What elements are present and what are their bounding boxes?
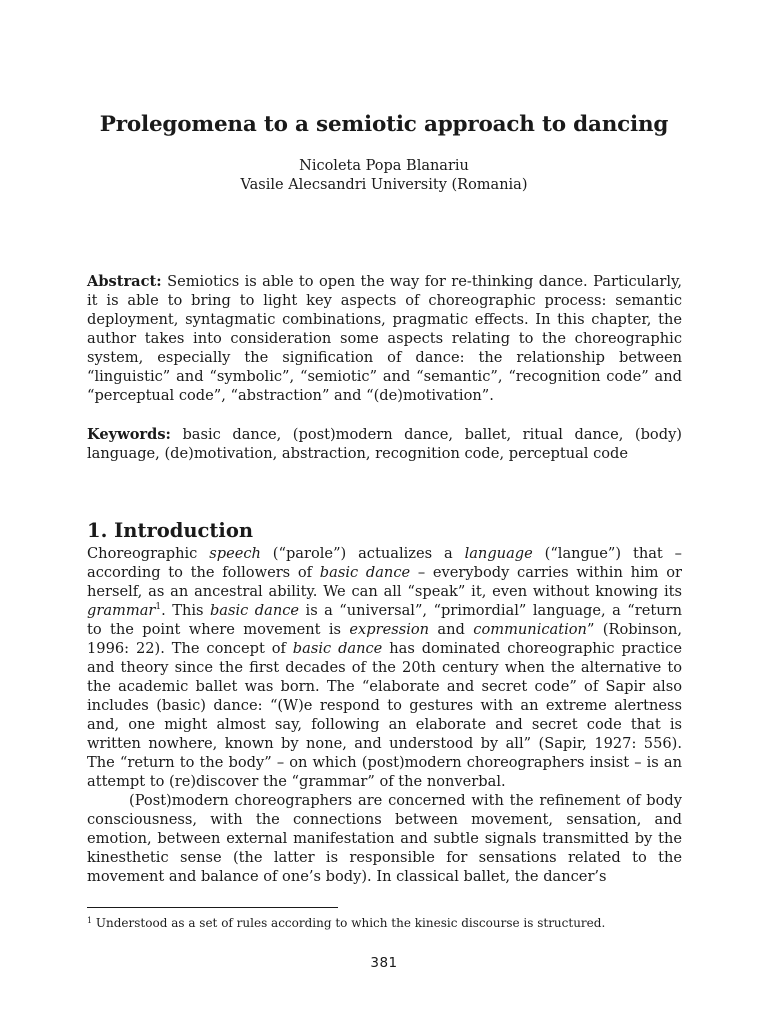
author-affiliation: Vasile Alecsandri University (Romania)	[240, 177, 528, 193]
keywords-label: Keywords:	[87, 426, 171, 443]
abstract-text: Semiotics is able to open the way for re-thinking dance. Particularly, it is able to bring to light key aspects of choreographic process: semantic deployment, syntagmatic combinations, pragmatic effects. In this chapter, the author takes into consideration some aspects relating to the choreographic system, especially the signification of dance: the relationship between “linguistic” and “symbolic”, “semiotic” and “semantic”, “recognition code” and “perceptual code”, “abstraction” and “(de)motivation”.	[87, 273, 683, 404]
introduction-body	[87, 544, 682, 886]
paper-title: Prolegomena to a semiotic approach to dancing	[99, 112, 669, 137]
intro-paragraph-1: Choreographic speech (“parole”) actualizes a language (“langue”) that – according to the followers of basic dance – everybody carries within him or herself, as an ancestral ability. We can all “speak” it, even without knowing its grammar$^1$. This basic dance is a “universal”, “primordial” language, a “return to the point where movement is expression and communication” (Robinson, 1996: 22). The concept of basic dance has dominated choreographic practice and theory since the first decades of the 20th century when the alternative to the academic ballet was born. The “elaborate and secret code” of Sapir also includes (basic) dance: “(W)e respond to gestures with an extreme alertness and, one might almost say, following an elaborate and secret code that is written nowhere, known by none, and understood by all” (Sapir, 1927: 556). The “return to the body” – on which (post)modern choreographers insist – is an attempt to (re)discover the “grammar” of the nonverbal.	[87, 545, 682, 790]
footnote-text: Understood as a set of rules according to which the kinesic discourse is structured.	[92, 916, 606, 930]
keywords-paragraph	[87, 425, 682, 463]
intro-paragraph-2: (Post)modern choreographers are concerned with the refinement of body consciousness, with the connections between movement, sensation, and emotion, between external manifestation and subtle signals transmitted by the kinesthetic sense (the latter is responsible for sensations related to the movement and balance of one’s body). In classical ballet, the dancer’s	[87, 792, 682, 885]
footnote-separator	[87, 907, 338, 908]
page-number: 381	[370, 955, 398, 971]
abstract-label: Abstract:	[87, 273, 162, 290]
abstract-paragraph	[87, 272, 682, 405]
footnote	[87, 916, 682, 931]
keywords-text: basic dance, (post)modern dance, ballet, ritual dance, (body) language, (de)motivation, abstraction, recognition code, perceptual code	[87, 426, 683, 462]
author-name: Nicoleta Popa Blanariu	[299, 158, 469, 174]
footnote-number: 1	[87, 916, 93, 925]
section-heading: 1. Introduction	[87, 519, 254, 542]
footnote-marker: 1	[155, 602, 162, 612]
